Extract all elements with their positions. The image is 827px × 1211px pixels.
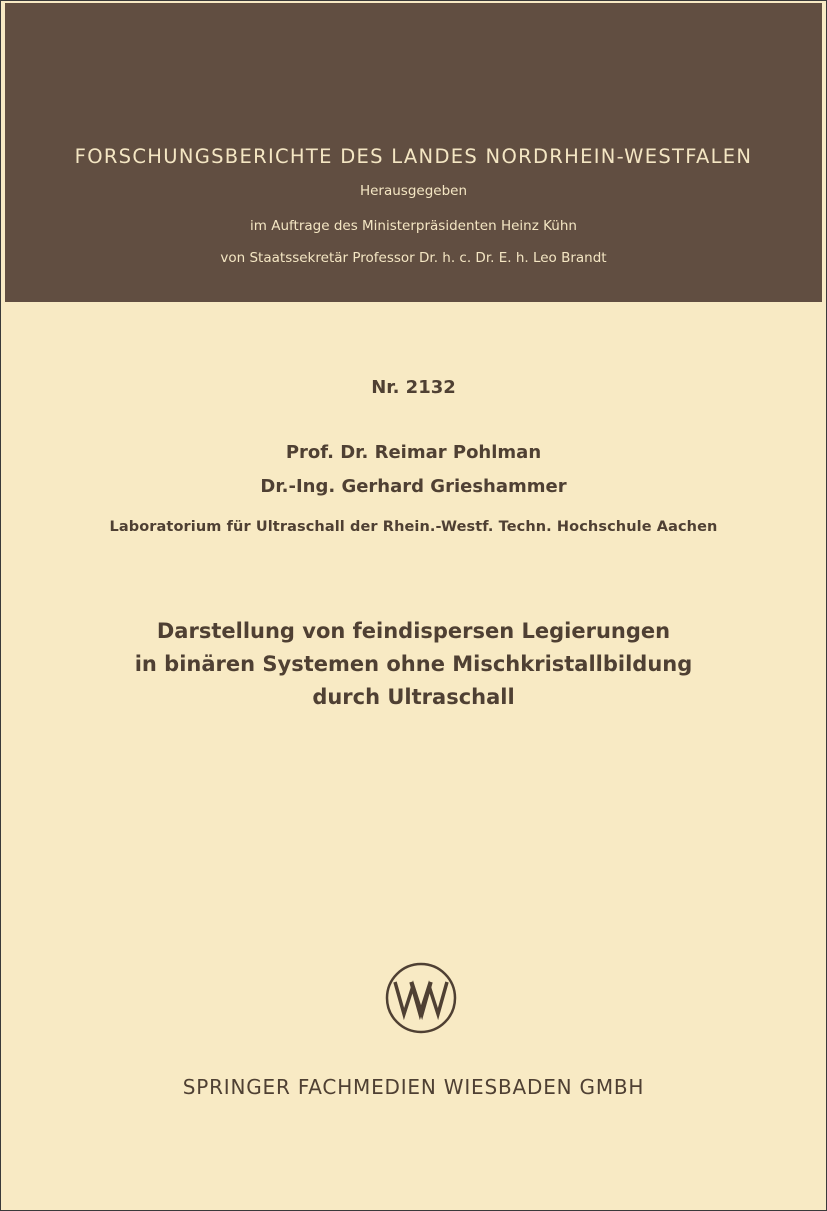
- series-title: FORSCHUNGSBERICHTE DES LANDES NORDRHEIN-WESTFALEN: [74, 145, 753, 168]
- editor-line-2: im Auftrage des Ministerpräsidenten Heinz Kühn: [250, 218, 577, 234]
- author-1: Prof. Dr. Reimar Pohlman: [285, 442, 542, 463]
- publisher-name: SPRINGER FACHMEDIEN WIESBADEN GMBH: [182, 1075, 645, 1099]
- editor-line-1: Herausgegeben: [359, 183, 468, 199]
- author-2: Dr.-Ing. Gerhard Grieshammer: [260, 476, 567, 497]
- report-number: Nr. 2132: [371, 377, 456, 398]
- title-line-3: durch Ultraschall: [312, 685, 515, 709]
- book-title: [0, 615, 827, 714]
- westdeutscher-verlag-ww-logo-icon: [385, 962, 457, 1034]
- title-line-1: Darstellung von feindispersen Legierungen: [156, 619, 671, 643]
- editor-line-3: von Staatssekretär Professor Dr. h. c. Dr. E. h. Leo Brandt: [220, 250, 607, 266]
- title-line-2: in binären Systemen ohne Mischkristallbildung: [134, 652, 693, 676]
- institute: Laboratorium für Ultraschall der Rhein.-Westf. Techn. Hochschule Aachen: [109, 519, 718, 535]
